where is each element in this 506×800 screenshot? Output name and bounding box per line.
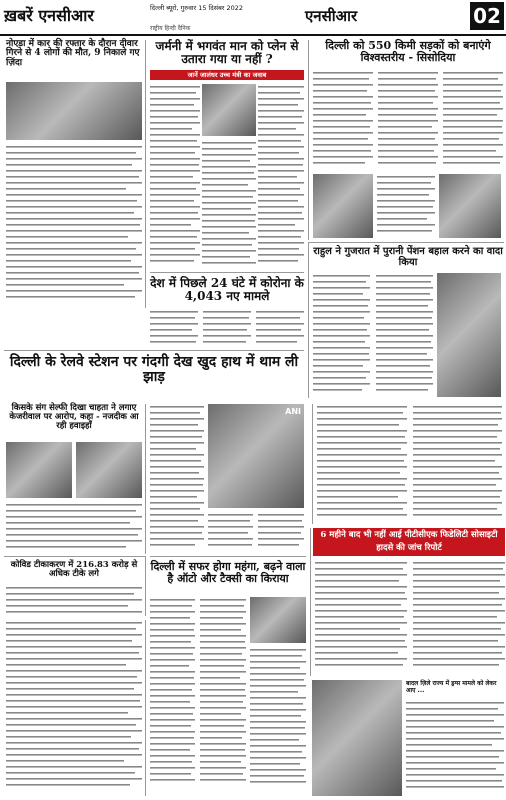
news-photo [250, 597, 306, 643]
masthead: ख़बरें एनसीआर [4, 6, 94, 25]
news-photo [6, 442, 72, 498]
article-body [258, 84, 304, 270]
article-body [208, 512, 304, 554]
text-lines [6, 144, 142, 304]
story-headline: किसके संग सेल्फी दिखा चाहता ने लगाए केजरीवाल पर आरोप, कहा - नजदीक आ रही हवाइहाँ [9, 403, 139, 431]
article-body [250, 647, 306, 793]
section-title: एनसीआर [305, 7, 358, 25]
story-headline: दिल्ली में सफर होगा महंगा, बढ़ने वाला है ऑटो और टैक्सी का किराया [150, 560, 306, 585]
article-body [6, 502, 142, 554]
article-body [377, 174, 435, 238]
news-photo [439, 174, 501, 238]
page-number: 02 [470, 2, 504, 30]
story-sisodia-roads [308, 40, 504, 240]
railway-photo [208, 404, 304, 508]
article-body [313, 70, 503, 170]
story-corona [150, 272, 304, 346]
photo-credit: ANI [285, 407, 301, 416]
article-body [150, 309, 304, 347]
text-lines [150, 597, 246, 793]
story-bhagwant-mann [150, 40, 304, 270]
story-covid-vaccination [4, 556, 146, 616]
text-lines [313, 273, 433, 397]
story-headline: देश में पिछले 24 घंटे में कोरोना के 4,043 नए मामले [150, 276, 304, 303]
text-lines [208, 512, 304, 554]
page-header [0, 0, 506, 36]
text-lines [202, 140, 256, 270]
story-rahul-gujarat [308, 242, 504, 398]
story-fidelity-society [310, 528, 504, 676]
article-body [6, 585, 142, 615]
story-headline: 6 महीने बाद भी नहीं आई पीटीसीएक फिडेलिटी सोसाइटी हादसे की जांच रिपोर्ट [313, 528, 505, 556]
news-photo [437, 273, 501, 397]
article-body [150, 597, 246, 793]
story-headline: दिल्ली को 550 किमी सड़कों को बनाएंगे विश्वस्तरीय - सिसोदिया [325, 39, 491, 64]
story-headline: कोविड टीकाकरण में 216.83 करोड़ से अधिक टीके लगे [10, 560, 138, 579]
story-headline: जर्मनी में भगवंत मान को प्लेन से उतारा गया या नहीं ? [155, 39, 299, 66]
story-noida-wall [4, 40, 146, 308]
tagline: राष्ट्रीय हिन्दी दैनिक [150, 25, 191, 32]
dateline: दिल्ली ब्यूरो, गुरुवार 15 दिसंबर 2022 [150, 4, 244, 12]
article-body [4, 620, 146, 796]
story-headline: बादल ज़िले राज्य में ड्रग्स मामले को लेकर आए ... [406, 680, 497, 694]
text-lines [377, 174, 435, 238]
building-photo [312, 680, 402, 796]
news-photo [313, 174, 373, 238]
text-lines [250, 647, 306, 793]
article-body [6, 144, 142, 304]
article-body [150, 404, 204, 554]
text-lines [315, 560, 505, 674]
text-lines [6, 585, 142, 615]
article-body [313, 273, 433, 397]
story-auto-taxi-fare [150, 556, 306, 796]
article-body [406, 700, 504, 796]
story-kejriwal-selfie [4, 404, 146, 554]
story-railway-station [4, 350, 304, 402]
article-body [202, 140, 256, 270]
story-headline: नोएडा में कार की रफ्तार के दौरान दीवार गिरने से 4 लोगों की मौत, 9 निकाले गए ज़िंदा [6, 39, 140, 68]
text-lines [6, 620, 142, 796]
story-headline: राहुल ने गुजरात में पुरानी पेंशन बहाल करने का वादा किया [313, 246, 503, 268]
news-photo [76, 442, 142, 498]
news-photo [202, 84, 256, 136]
text-lines [313, 70, 503, 170]
story-kicker: जानें जालंधर उच्च मंत्री का जवाब [150, 70, 304, 80]
text-lines [6, 502, 142, 554]
article-body [315, 560, 505, 674]
text-lines [258, 84, 304, 270]
article-body [312, 404, 502, 524]
text-lines [150, 404, 204, 554]
text-lines [150, 84, 200, 270]
text-lines [317, 404, 502, 524]
text-lines [150, 309, 304, 347]
news-photo [6, 82, 142, 140]
story-drugs [406, 680, 504, 796]
story-headline: दिल्ली के रेलवे स्टेशन पर गंदगी देख खुद हाथ में थाम ली झाड़ [9, 354, 299, 385]
text-lines [406, 700, 504, 796]
article-body [150, 84, 200, 270]
